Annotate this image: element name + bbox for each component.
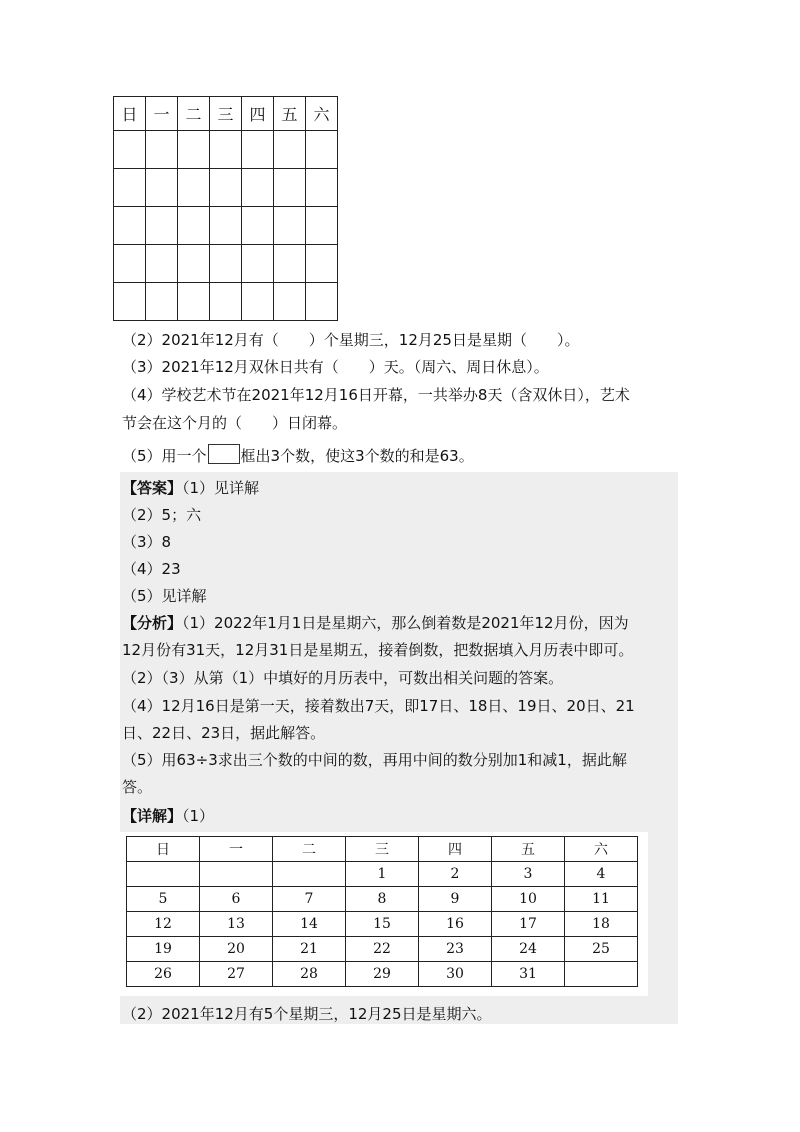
answer-line-1 — [122, 478, 259, 498]
question-5 — [122, 444, 474, 466]
blank-calendar-cell — [114, 245, 146, 283]
blank-calendar-cell — [274, 245, 306, 283]
detail-label: 【详解】 — [122, 807, 183, 825]
analysis-line-3: （2）（3）从第（1）中填好的月历表中，可数出相关问题的答案。 — [122, 669, 564, 687]
filled-calendar-cell — [127, 862, 200, 887]
blank-calendar-cell — [274, 169, 306, 207]
filled-calendar-cell: 12 — [127, 912, 200, 937]
question-5-before: （5）用一个 — [122, 447, 207, 465]
analysis-line-5: 日、22日、23日，据此解答。 — [122, 724, 326, 742]
filled-calendar-table — [126, 836, 638, 987]
blank-calendar-cell — [178, 245, 210, 283]
filled-calendar-cell: 11 — [565, 887, 638, 912]
question-2: （2）2021年12月有（ ）个星期三，12月25日是星期（ ）。 — [122, 331, 580, 349]
blank-calendar-cell — [210, 169, 242, 207]
blank-calendar-cell — [306, 245, 338, 283]
blank-calendar-cell — [146, 245, 178, 283]
blank-calendar-cell — [114, 283, 146, 321]
blank-calendar-cell — [306, 283, 338, 321]
blank-calendar-header-cell: 一 — [146, 97, 178, 131]
blank-calendar-header-row — [114, 97, 338, 131]
filled-calendar-cell — [200, 862, 273, 887]
blank-calendar-cell — [306, 169, 338, 207]
filled-calendar-header-cell: 五 — [492, 837, 565, 862]
filled-calendar-cell — [565, 962, 638, 987]
blank-calendar-cell — [146, 207, 178, 245]
filled-calendar-cell: 17 — [492, 912, 565, 937]
frame-box-icon — [208, 444, 240, 464]
filled-calendar-cell: 14 — [273, 912, 346, 937]
filled-calendar-row — [127, 887, 638, 912]
filled-calendar-cell: 31 — [492, 962, 565, 987]
blank-calendar-header-cell: 三 — [210, 97, 242, 131]
filled-calendar-cell: 27 — [200, 962, 273, 987]
filled-calendar-cell — [273, 862, 346, 887]
answer-line-4: （4）23 — [122, 560, 181, 578]
analysis-line-7: 答。 — [122, 778, 153, 796]
filled-calendar-panel — [120, 832, 648, 996]
answer-line-5: （5）见详解 — [122, 587, 207, 605]
question-5-after: 框出3个数，使这3个数的和是63。 — [240, 447, 474, 465]
blank-calendar-row — [114, 169, 338, 207]
filled-calendar-cell: 22 — [346, 937, 419, 962]
filled-calendar-cell: 29 — [346, 962, 419, 987]
blank-calendar-header-cell: 四 — [242, 97, 274, 131]
analysis-line-1 — [122, 613, 629, 633]
blank-calendar-header-cell: 六 — [306, 97, 338, 131]
filled-calendar-cell: 26 — [127, 962, 200, 987]
blank-calendar-header-cell: 五 — [274, 97, 306, 131]
filled-calendar-cell: 20 — [200, 937, 273, 962]
question-4-line-1: （4）学校艺术节在2021年12月16日开幕，一共举办8天（含双休日），艺术 — [122, 386, 630, 404]
blank-calendar-cell — [114, 169, 146, 207]
filled-calendar-cell: 30 — [419, 962, 492, 987]
analysis-text-1: （1）2022年1月1日是星期六，那么倒着数是2021年12月份，因为 — [182, 614, 629, 632]
filled-calendar-header-cell: 日 — [127, 837, 200, 862]
blank-calendar-cell — [242, 207, 274, 245]
answer-line-2: （2）5；六 — [122, 506, 202, 524]
blank-calendar-cell — [242, 283, 274, 321]
blank-calendar-cell — [306, 131, 338, 169]
filled-calendar-cell: 10 — [492, 887, 565, 912]
blank-calendar-cell — [178, 283, 210, 321]
blank-calendar-cell — [178, 207, 210, 245]
blank-calendar-cell — [178, 131, 210, 169]
filled-calendar-cell: 7 — [273, 887, 346, 912]
filled-calendar-cell: 28 — [273, 962, 346, 987]
filled-calendar-row — [127, 912, 638, 937]
question-3: （3）2021年12月双休日共有（ ）天。（周六、周日休息）。 — [122, 358, 549, 376]
filled-calendar-cell: 16 — [419, 912, 492, 937]
blank-calendar-row — [114, 245, 338, 283]
blank-calendar-header-cell: 日 — [114, 97, 146, 131]
analysis-line-2: 12月份有31天，12月31日是星期五，接着倒数，把数据填入月历表中即可。 — [122, 641, 634, 659]
filled-calendar-cell: 5 — [127, 887, 200, 912]
filled-calendar-cell: 24 — [492, 937, 565, 962]
filled-calendar-header-cell: 四 — [419, 837, 492, 862]
blank-calendar-cell — [242, 245, 274, 283]
filled-calendar-header-cell: 一 — [200, 837, 273, 862]
blank-calendar-header-cell: 二 — [178, 97, 210, 131]
filled-calendar-cell: 13 — [200, 912, 273, 937]
blank-calendar-cell — [210, 245, 242, 283]
blank-calendar-cell — [146, 131, 178, 169]
blank-calendar-cell — [210, 283, 242, 321]
analysis-line-6: （5）用63÷3求出三个数的中间的数，再用中间的数分别加1和减1，据此解 — [122, 751, 627, 769]
blank-calendar-cell — [306, 207, 338, 245]
blank-calendar-cell — [210, 207, 242, 245]
blank-calendar-cell — [274, 207, 306, 245]
filled-calendar-header-cell: 三 — [346, 837, 419, 862]
blank-calendar-cell — [146, 169, 178, 207]
filled-calendar-cell: 4 — [565, 862, 638, 887]
answer-text-1: （1）见详解 — [182, 479, 260, 497]
filled-calendar-cell: 25 — [565, 937, 638, 962]
filled-calendar-cell: 1 — [346, 862, 419, 887]
blank-calendar-cell — [210, 131, 242, 169]
blank-calendar-row — [114, 283, 338, 321]
filled-calendar-cell: 21 — [273, 937, 346, 962]
filled-calendar-cell: 8 — [346, 887, 419, 912]
detail-line-1 — [122, 806, 214, 826]
filled-calendar-cell: 2 — [419, 862, 492, 887]
detail-text-1: （1） — [182, 807, 215, 825]
filled-calendar-row — [127, 937, 638, 962]
blank-calendar-cell — [146, 283, 178, 321]
blank-calendar-cell — [114, 207, 146, 245]
filled-calendar-cell: 6 — [200, 887, 273, 912]
filled-calendar-row — [127, 862, 638, 887]
filled-calendar-header-cell: 六 — [565, 837, 638, 862]
blank-calendar-cell — [114, 131, 146, 169]
blank-calendar-cell — [242, 169, 274, 207]
detail-line-2: （2）2021年12月有5个星期三，12月25日是星期六。 — [122, 1005, 492, 1023]
answer-label: 【答案】 — [122, 479, 183, 497]
filled-calendar-cell: 3 — [492, 862, 565, 887]
blank-calendar-row — [114, 131, 338, 169]
blank-calendar-cell — [274, 283, 306, 321]
blank-calendar-cell — [178, 169, 210, 207]
filled-calendar-cell: 18 — [565, 912, 638, 937]
filled-calendar-cell: 9 — [419, 887, 492, 912]
blank-calendar-table — [113, 96, 338, 321]
filled-calendar-row — [127, 962, 638, 987]
filled-calendar-cell: 23 — [419, 937, 492, 962]
blank-calendar-cell — [242, 131, 274, 169]
filled-calendar-cell: 19 — [127, 937, 200, 962]
filled-calendar-cell: 15 — [346, 912, 419, 937]
analysis-label: 【分析】 — [122, 614, 183, 632]
filled-calendar-header-cell: 二 — [273, 837, 346, 862]
analysis-line-4: （4）12月16日是第一天，接着数出7天，即17日、18日、19日、20日、21 — [122, 697, 635, 715]
blank-calendar-cell — [274, 131, 306, 169]
filled-calendar-header-row — [127, 837, 638, 862]
blank-calendar-row — [114, 207, 338, 245]
answer-line-3: （3）8 — [122, 533, 172, 551]
question-4-line-2: 节会在这个月的（ ）日闭幕。 — [122, 414, 348, 432]
